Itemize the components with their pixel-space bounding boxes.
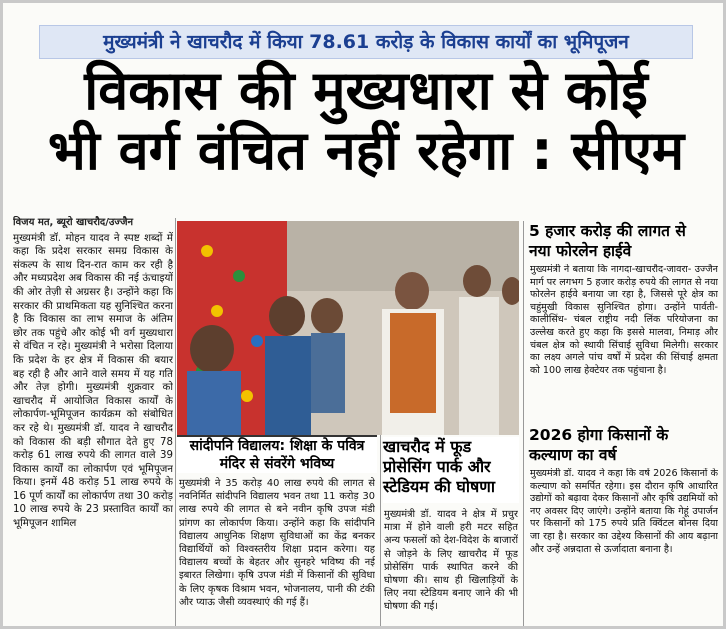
farmers-heading-box [529, 425, 719, 465]
highway-heading-line-2: नया फोरलेन हाईवे [529, 242, 632, 260]
column-divider [380, 435, 381, 627]
food-heading-line-2: प्रोसेसिंग पार्क और [383, 457, 491, 476]
event-photo [177, 221, 519, 435]
column-divider [523, 221, 524, 627]
food-heading-box [383, 437, 519, 503]
headline-line-1: विकास की मुख्यधारा से कोई [84, 59, 648, 122]
highway-heading-box [529, 221, 719, 261]
school-story-body: मुख्यमंत्री ने 35 करोड़ 40 लाख रुपये की लागत से नवनिर्मित सांदीपनि विद्यालय भवन तथा 11 करोड़ 30 लाख रुपये की लागत से बने नवीन कृषि उपज मंडी प्रांगण का लोकार्पण किया। उन्होंने कहा कि सांदीपनि विद्यालय आधुनिक शिक्षण सुविधाओं का केंद्र बनकर विद्यार्थियों को विश्वस्तरीय शिक्षा प्रदान करेगा। यह विद्यालय बच्चों के बेहतर और सुनहरे भविष्य की नई इबारत लिखेगा। कृषि उपज मंडी में किसानों की सुविधा के लिए कृषक विश्राम भवन, भोजनालय, पानी की टंकी और प्याऊ जैसी व्यवस्थाएं की गई हैं। [179, 478, 375, 608]
school-heading-box [177, 435, 377, 473]
school-story-column [179, 477, 375, 627]
food-story-column [384, 508, 518, 628]
school-heading-line-1: सांदीपनि विद्यालय: शिक्षा के पवित्र [189, 438, 365, 454]
food-heading-line-3: स्टेडियम की घोषणा [383, 477, 495, 496]
headline-line-2: भी वर्ग वंचित नहीं रहेगा : सीएम [47, 119, 685, 182]
byline: विजय मत, ब्यूरो खाचरौद/उज्जैन [13, 217, 134, 228]
food-story-body: मुख्यमंत्री डॉ. यादव ने क्षेत्र में प्रचुर मात्रा में होने वाली हरी मटर सहित अन्य फसलों को देश-विदेश के बाजारों से जोड़ने के लिए खाचरौद में फूड प्रोसेसिंग पार्क स्थापित करने की घोषणा की। साथ ही खिलाड़ियों के लिए नया स्टेडियम बनाए जाने की भी घोषणा की गई। [384, 509, 518, 613]
kicker-strap: मुख्यमंत्री ने खाचरौद में किया 78.61 करोड़ के विकास कार्यों का भूमिपूजन [39, 25, 693, 59]
highway-heading-line-1: 5 हजार करोड़ की लागत से [529, 222, 686, 240]
headline [15, 61, 717, 181]
farmers-story-column [530, 468, 718, 626]
farmers-story-body: मुख्यमंत्री डॉ. यादव ने कहा कि वर्ष 2026 किसानों के कल्याण को समर्पित रहेगा। इस दौरान कृषि आधारित उद्योगों को बढ़ावा देकर किसानों और कृषि उद्यमियों को नए अवसर दिए जाएंगे। उन्होंने बताया कि गेहूं उपार्जन पर किसानों को 175 रुपये प्रति क्विंटल बोनस दिया जा रहा है। सरकार का उद्देश्य किसानों की आय बढ़ाना और उन्हें अन्नदाता से ऊर्जादाता बनाना है। [530, 468, 718, 555]
main-story-body: मुख्यमंत्री डॉ. मोहन यादव ने स्पष्ट शब्दों में कहा कि प्रदेश सरकार समग्र विकास के संकल्प के साथ दिन-रात काम कर रही है और मध्यप्रदेश अब विकास की नई ऊंचाइयों की ओर तेज़ी से अग्रसर है। उन्होंने कहा कि सरकार की प्राथमिकता यह सुनिश्चित करना है कि विकास का लाभ समाज के अंतिम छोर तक पहुंचे और कोई भी वर्ग मुख्यधारा से वंचित न रहे। मुख्यमंत्री ने भरोसा दिलाया कि प्रदेश के हर क्षेत्र में विकास की बयार बह रही है और आने वाले समय में यह गति और तेज़ होगी। मुख्यमंत्री शुक्रवार को खाचरौद में आयोजित विकास कार्यों के लोकार्पण-भूमिपूजन कार्यक्रम को संबोधित कर रहे थे। मुख्यमंत्री डॉ. यादव ने खाचरौद को विकास की बड़ी सौगात देते हुए 78 करोड़ 61 लाख रुपये की लागत वाले 39 विकास कार्यों का लोकार्पण एवं भूमिपूजन किया। इनमें 48 करोड़ 51 लाख रुपये के 16 पूर्ण कार्यों का लोकार्पण तथा 30 करोड़ 10 लाख रुपये के 23 प्रस्तावित कार्यों का भूमिपूजन शामिल [13, 232, 173, 530]
school-heading-line-2: मंदिर से संवरेंगे भविष्य [219, 456, 335, 472]
highway-story-column [530, 264, 718, 420]
main-story-column [13, 216, 173, 626]
food-heading-line-1: खाचरौद में फूड [383, 437, 472, 456]
column-divider [175, 218, 176, 626]
highway-story-body: मुख्यमंत्री ने बताया कि नागदा-खाचरौद-जावरा- उज्जैन मार्ग पर लगभग 5 हजार करोड़ रुपये की लागत से नया फोरलेन हाईवे बनाया जा रहा है, जिससे पूरे क्षेत्र का चहुंमुखी विकास सुनिश्चित होगा। उन्होंने पार्वती- कालीसिंध- चंबल राष्ट्रीय नदी लिंक परियोजना का उल्लेख करते हुए कहा कि इससे मालवा, निमाड़ और चंबल क्षेत्र को स्थायी सिंचाई सुविधा मिलेगी। सरकार का लक्ष्य अगले पांच वर्षों में प्रदेश की सिंचाई क्षमता को 100 लाख हेक्टेयर तक पहुंचाना है। [530, 264, 718, 376]
photo-illustration [177, 221, 519, 435]
farmers-heading-line-1: 2026 होगा किसानों के [529, 426, 669, 444]
farmers-heading-line-2: कल्याण का वर्ष [529, 446, 617, 464]
